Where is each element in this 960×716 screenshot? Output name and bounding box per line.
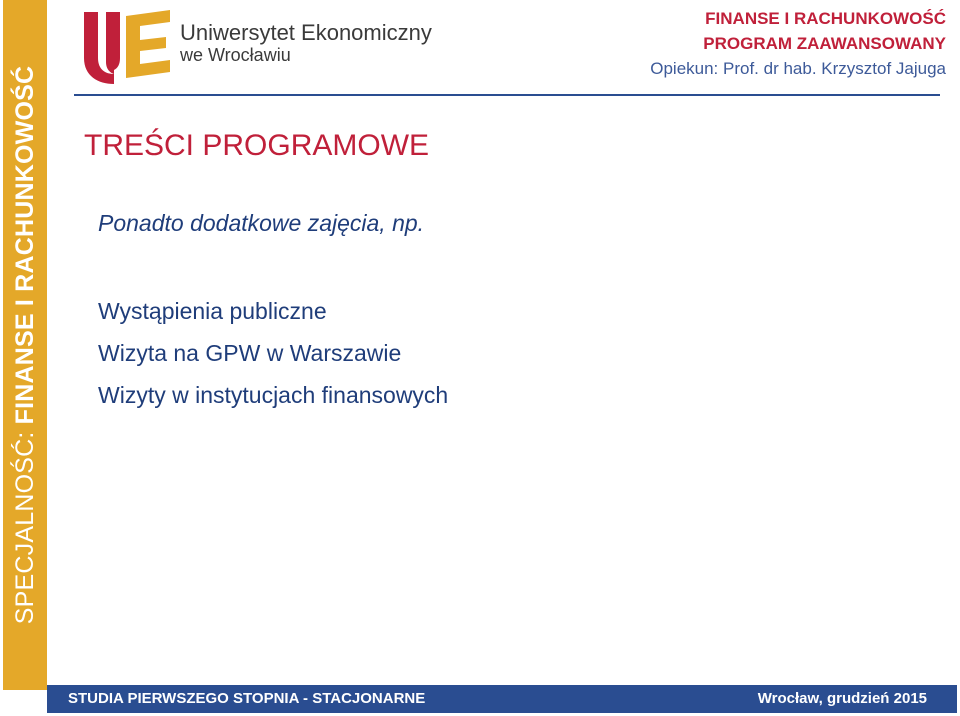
program-supervisor: Opiekun: Prof. dr hab. Krzysztof Jajuga <box>650 59 946 78</box>
ue-logo-icon <box>80 6 176 88</box>
footer-study-type: STUDIA PIERWSZEGO STOPNIA - STACJONARNE <box>68 690 426 707</box>
program-header <box>650 6 946 82</box>
intro-text: Ponadto dodatkowe zajęcia, np. <box>98 210 425 236</box>
university-logo <box>80 6 440 88</box>
page-title: TREŚCI PROGRAMOWE <box>84 129 430 162</box>
university-city: we Wrocławiu <box>180 45 291 65</box>
side-bar-text <box>10 0 40 690</box>
program-level: PROGRAM ZAAWANSOWANY <box>703 34 946 53</box>
footer-date: Wrocław, grudzień 2015 <box>757 690 927 707</box>
side-bar-specialty: FINANSE I RACHUNKOWOŚĆ <box>11 65 39 425</box>
footer-bar <box>47 685 957 713</box>
side-bar-prefix: SPECJALNOŚĆ: <box>11 424 39 625</box>
university-name: Uniwersytet Ekonomiczny <box>180 20 432 45</box>
list-item: Wystąpienia publiczne <box>98 298 327 324</box>
program-name: FINANSE I RACHUNKOWOŚĆ <box>705 9 946 28</box>
list-item: Wizyta na GPW w Warszawie <box>98 340 402 366</box>
list-item: Wizyty w instytucjach finansowych <box>98 382 449 408</box>
header-divider <box>74 94 940 96</box>
side-bar <box>3 0 47 690</box>
activity-list <box>98 290 448 416</box>
